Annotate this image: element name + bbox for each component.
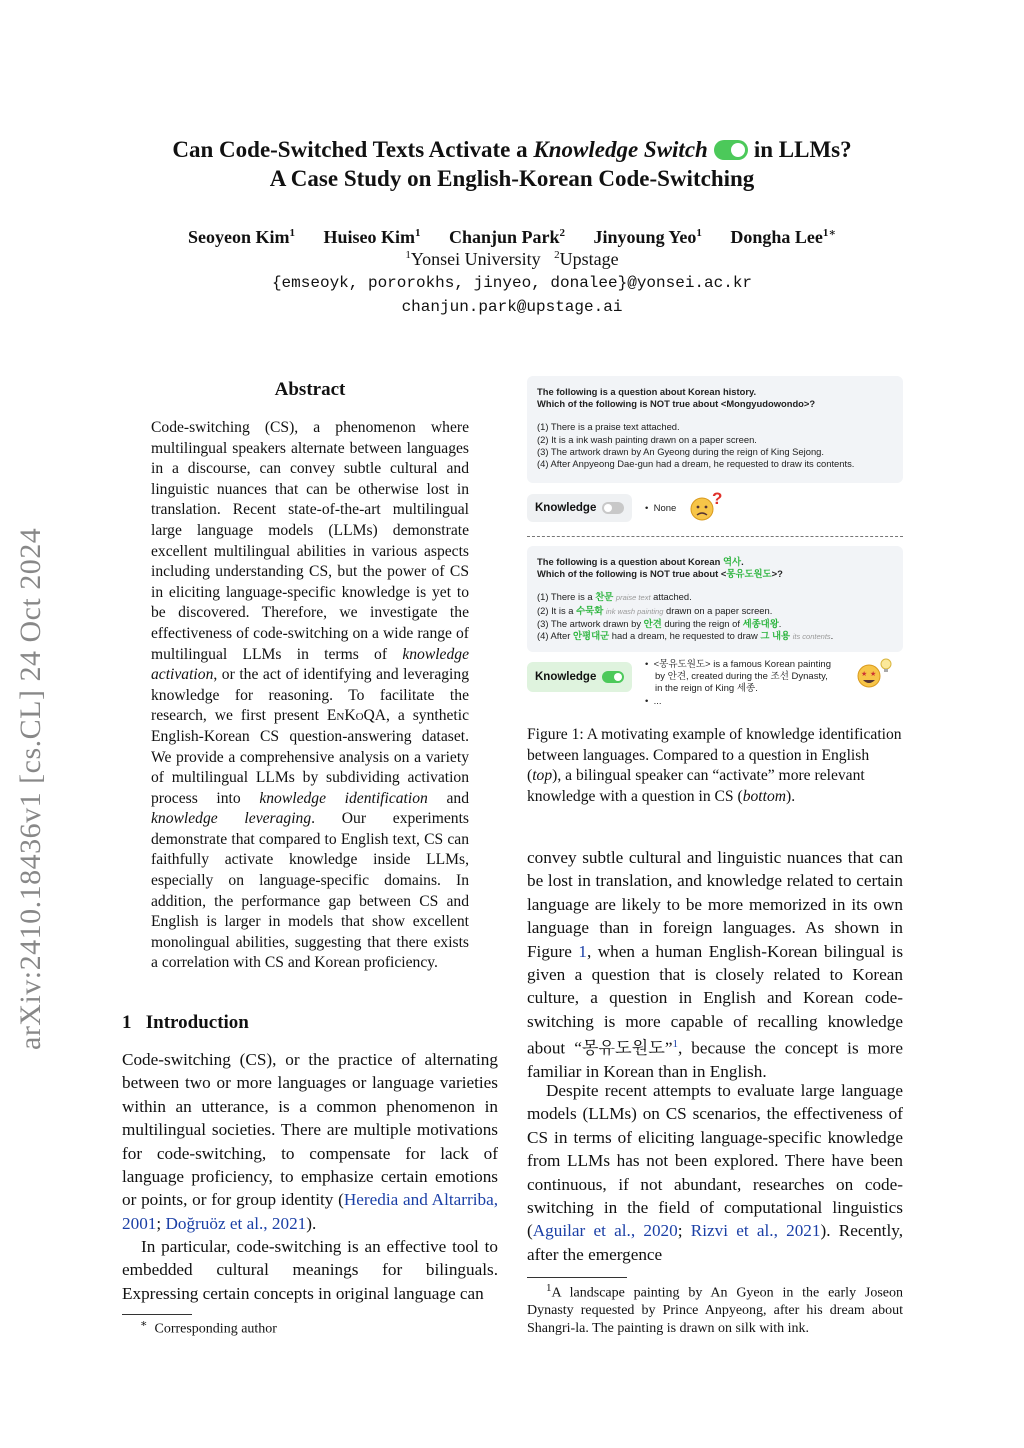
right-paragraph-1: convey subtle cultural and linguistic nuances that can be lost in translation, and knowledge related to certain language are likely to be more memorized in its own language than in foreign languages. As shown in Figure 1, when a human English-Korean bilingual is given a question that is closely related to Korean culture, a question in English and Korean code-switching is more capable of recalling knowledge about “몽유도원도”$^1$, because the concept is more familiar in Korean than in English. bbox=[527, 848, 904, 1082]
paper-title-line1: Can Code-Switched Texts Activate a Knowledge Switch in LLMs? bbox=[172, 137, 852, 162]
switch-off-icon bbox=[602, 502, 624, 514]
abstract-heading: Abstract bbox=[274, 379, 346, 400]
footnote-ref-link[interactable]: 1 bbox=[672, 1038, 678, 1051]
svg-text:?: ? bbox=[712, 490, 723, 508]
footnote-rule bbox=[527, 1277, 627, 1278]
footnote-rule bbox=[122, 1314, 192, 1315]
switch-on-icon bbox=[602, 671, 624, 683]
citation-link[interactable]: Aguilar et al., 2020 bbox=[532, 1221, 678, 1241]
knowledge-switch-on[interactable]: Knowledge bbox=[527, 662, 632, 692]
figure-ref-link[interactable]: 1 bbox=[578, 941, 587, 961]
abstract-text: Code-switching (CS), a phenomenon where multilingual speakers alternate between languages in a discourse, can convey subtle cultural and linguistic nuances that can be otherwise lost in translation. Recent state-of-the-art multilingual large language models (LLMs) demonstrate excellent multilingual abilities in various aspects including understanding CS, but the power of CS in eliciting language-specific knowledge is yet to be discovered. Therefore, we investigate the effectiveness of code-switching on a wide range of multilingual LLMs in terms of knowledge activation, or the act of identifying and leveraging knowledge for reasoning. To facilitate the research, we first present EnKoQA, a synthetic English-Korean CS question-answering dataset. We provide a comprehensive analysis on a variety of multilingual LLMs by subdividing activation process into knowledge identification and knowledge leveraging. Our experiments demonstrate that compared to English text, CS can faithfully activate knowledge inside LLMs, especially on language-specific domains. In addition, the performance gap between CS and English is larger in models that show excellent monolingual abilities, suggesting that there exists a correlation with CS and Korean proficiency. bbox=[151, 419, 469, 972]
figure-1 bbox=[527, 376, 903, 721]
footnote-corresponding: ∗ Corresponding author bbox=[140, 1318, 277, 1337]
email-line-1[interactable]: {emseoyk, pororokhs, jinyeo, donalee}@yonsei.ac.kr bbox=[271, 274, 753, 292]
arxiv-identifier: arXiv:2410.18436v1 [cs.CL] 24 Oct 2024 bbox=[14, 527, 47, 1050]
knowledge-list-activated: • <몽유도원도> is a famous Korean painting by 안견, created during the 조선 Dynasty, in the reign of King 세종. • ... bbox=[645, 659, 831, 707]
svg-text:★: ★ bbox=[861, 670, 868, 678]
author: Chanjun Park$^2$ bbox=[449, 227, 566, 247]
intro-paragraph-2: In particular, code-switching is an effective tool to embedded cultural meanings for bilinguals. Expressing certain concepts in original language can bbox=[122, 1237, 498, 1303]
intro-paragraph-1: Code-switching (CS), or the practice of alternating between two or more languages or language varieties within an utterance, is a common phenomenon in multilingual societies. There are multiple motivations for code-switching, to compensate for lack of language proficiency, to emphasize certain emotions or points, or for group identity (Heredia and Altarriba, 2001; Doğruöz et al., 2021). bbox=[122, 1050, 499, 1233]
divider-dashed bbox=[527, 536, 903, 537]
citation-link[interactable]: Heredia and Altarriba, 2001 bbox=[122, 1190, 499, 1233]
toggle-switch-icon bbox=[714, 140, 748, 160]
svg-text:★: ★ bbox=[870, 670, 877, 678]
citation-link[interactable]: Rizvi et al., 2021 bbox=[690, 1221, 821, 1241]
english-question-box: The following is a question about Korean history. Which of the following is NOT true about <Mongyudowondo>? (1) There is a praise text attached. (2) It is a ink wash painting drawn on a paper screen. (3) The artwork drawn by An Gyeong during the reign of King Sejong. (4) After Anpyeong Dae-gun had a dream, he requested to draw its contents. bbox=[527, 376, 903, 483]
figure-1-caption: Figure 1: A motivating example of knowledge identification between languages. Compared to a question in English (top), a bilingual speaker can “activate” more relevant knowledge with a question in CS (bottom). bbox=[527, 726, 902, 805]
knowledge-list-none: • None bbox=[645, 503, 677, 514]
right-paragraph-2: Despite recent attempts to evaluate large language models (LLMs) on CS scenarios, the effectiveness of CS in terms of eliciting language-specific knowledge from LLMs has not been explored. There have been continuous, if not abundant, researches on code-switching in the field of computational linguistics (Aguilar et al., 2020; Rizvi et al., 2021). Recently, after the emergence bbox=[527, 1081, 904, 1264]
paper-title-line2: A Case Study on English-Korean Code-Switching bbox=[269, 166, 755, 191]
section-heading-introduction: 1 Introduction bbox=[122, 1012, 249, 1033]
codeswitched-question-box: The following is a question about Korean 역사. Which of the following is NOT true about <몽유도원도>? (1) There is a 찬문 praise text attached. (2) It is a 수묵화 ink wash painting drawn on a paper screen. (3) The artwork drawn by 안견 during the reign of 세종대왕. (4) After 안평대군 had a dream, he requested to draw 그 내용 its contents. bbox=[527, 546, 903, 652]
author: Dongha Lee$^{1∗}$ bbox=[730, 227, 837, 247]
email-line-2[interactable]: chanjun.park@upstage.ai bbox=[401, 298, 623, 316]
author: Seoyeon Kim$^1$ bbox=[187, 227, 295, 247]
author: Jinyoung Yeo$^1$ bbox=[593, 227, 702, 247]
author-list bbox=[0, 226, 1024, 248]
footnote-1: $^1$A landscape painting by An Gyeon in the early Joseon Dynasty requested by Prince Anpyeong, after his dream about Shangri-la. The painting is drawn on silk with ink. bbox=[527, 1282, 903, 1336]
author: Huiseo Kim$^1$ bbox=[323, 227, 421, 247]
knowledge-switch-off[interactable]: Knowledge bbox=[527, 494, 632, 522]
citation-link[interactable]: Doğruöz et al., 2021 bbox=[165, 1213, 307, 1233]
star-struck-face-lightbulb-icon bbox=[855, 656, 895, 690]
confused-face-icon bbox=[689, 490, 725, 524]
affiliations: $^1$Yonsei University $^2$Upstage bbox=[405, 249, 619, 269]
